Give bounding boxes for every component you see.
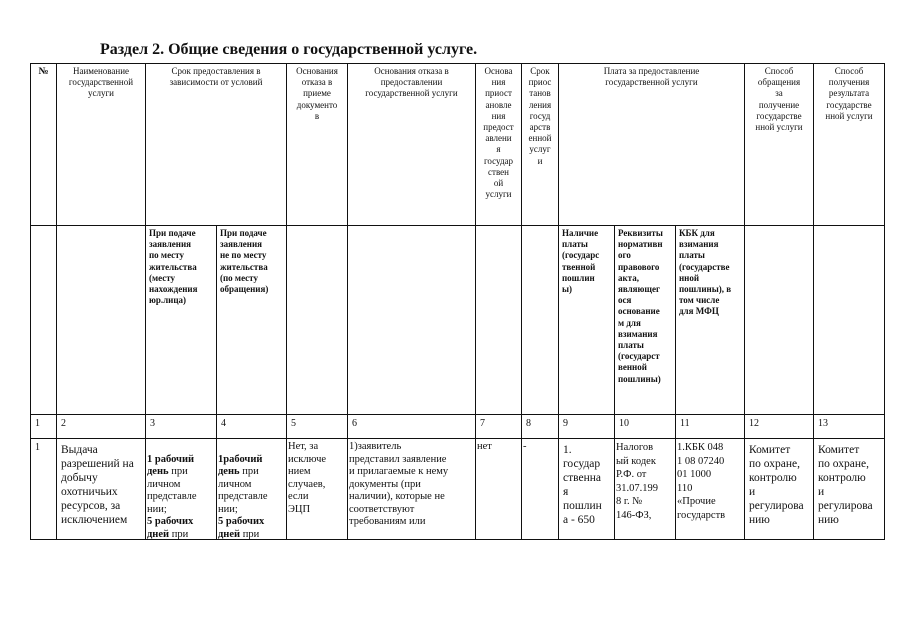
column-number: 11 — [675, 414, 745, 439]
subheader-empty-12 — [744, 225, 814, 415]
term-bold: 1 рабочий день — [147, 453, 195, 477]
subheader-empty-6 — [347, 225, 476, 415]
term-bold: 1рабочий день — [218, 453, 263, 477]
column-number: 1 — [30, 414, 57, 439]
subheader-empty-13 — [813, 225, 885, 415]
header-result-method: Способ получения результата государстве нной услуги — [813, 63, 885, 226]
subheader-empty-2 — [56, 225, 146, 415]
header-application-method: Способ обращения за получение государстве нной услуги — [744, 63, 814, 226]
subheader-not-by-residence: При подаче заявления не по месту жительства (по месту обращения) — [216, 225, 287, 415]
fee-presence-cell: 1. государ ственна я пошлин а - 650 — [558, 438, 615, 540]
column-number: 2 — [56, 414, 146, 439]
section-title: Раздел 2. Общие сведения о государственной услуге. — [100, 41, 478, 58]
column-number: 13 — [813, 414, 885, 439]
subheader-empty-1 — [30, 225, 57, 415]
column-number: 6 — [347, 414, 476, 439]
column-number: 9 — [558, 414, 615, 439]
row-number: 1 — [30, 438, 57, 540]
column-number: 10 — [614, 414, 676, 439]
column-number: 3 — [145, 414, 217, 439]
term-text: при — [169, 528, 189, 540]
header-service-name: Наименование государственной услуги — [56, 63, 146, 226]
column-number: 5 — [286, 414, 348, 439]
column-number: 7 — [475, 414, 522, 439]
header-suspension-grounds: Основа ния приост ановле ния предост авлени я государ ствен ой услуги — [475, 63, 522, 226]
term-bold: 5 рабочих дней — [218, 516, 265, 540]
subheader-by-residence: При подаче заявления по месту жительства (месту нахождения юр.лица) — [145, 225, 217, 415]
subheader-empty-7 — [475, 225, 522, 415]
subheader-empty-8 — [521, 225, 559, 415]
subheader-fee-presence: Наличие платы (государс твенной пошлин ы) — [558, 225, 615, 415]
subheader-fee-kbk: КБК для взимания платы (государстве нной пошлины), в том числе для МФЦ — [675, 225, 745, 415]
term-not-by-residence-cell — [216, 438, 287, 540]
suspension-grounds-cell: нет — [475, 438, 522, 540]
application-method-cell: Комитет по охране, контролю и регулирова нию — [744, 438, 814, 540]
fee-kbk-cell: 1.КБК 048 1 08 07240 01 1000 110 «Прочие государств — [675, 438, 745, 540]
term-text: при — [240, 528, 260, 540]
term-bold: 5 рабочих дней — [147, 516, 194, 540]
column-number: 4 — [216, 414, 287, 439]
header-number: № — [30, 63, 57, 226]
header-refusal-service: Основания отказа в предоставлении государственной услуги — [347, 63, 476, 226]
fee-legal-act-cell: Налогов ый кодек Р.Ф. от 31.07.199 8 г. № 146-ФЗ, — [614, 438, 676, 540]
service-name-cell: Выдача разрешений на добычу охотничьих ресурсов, за исключением — [56, 438, 146, 540]
column-number: 8 — [521, 414, 559, 439]
subheader-fee-legal-act: Реквизиты нормативн ого правового акта, являющег ося основание м для взимания платы (государст венной пошлины) — [614, 225, 676, 415]
refusal-service-cell: 1)заявитель представил заявление и прилагаемые к нему документы (при наличии), которые не соответствуют требованиям или — [347, 438, 476, 540]
header-fee: Плата за предоставление государственной услуги — [558, 63, 745, 226]
refusal-docs-cell: Нет, за исключе нием случаев, если ЭЦП — [286, 438, 348, 540]
header-term: Срок предоставления в зависимости от условий — [145, 63, 287, 226]
term-text: при личном представле нии; — [147, 466, 197, 515]
subheader-empty-5 — [286, 225, 348, 415]
term-text: при личном представле нии; — [218, 466, 268, 515]
term-by-residence-cell — [145, 438, 217, 540]
header-suspension-term: Срок приос танов ления госуд арств енной услуг и — [521, 63, 559, 226]
suspension-term-cell: - — [521, 438, 559, 540]
header-refusal-docs: Основания отказа в приеме документо в — [286, 63, 348, 226]
column-number: 12 — [744, 414, 814, 439]
result-method-cell: Комитет по охране, контролю и регулирова нию — [813, 438, 885, 540]
